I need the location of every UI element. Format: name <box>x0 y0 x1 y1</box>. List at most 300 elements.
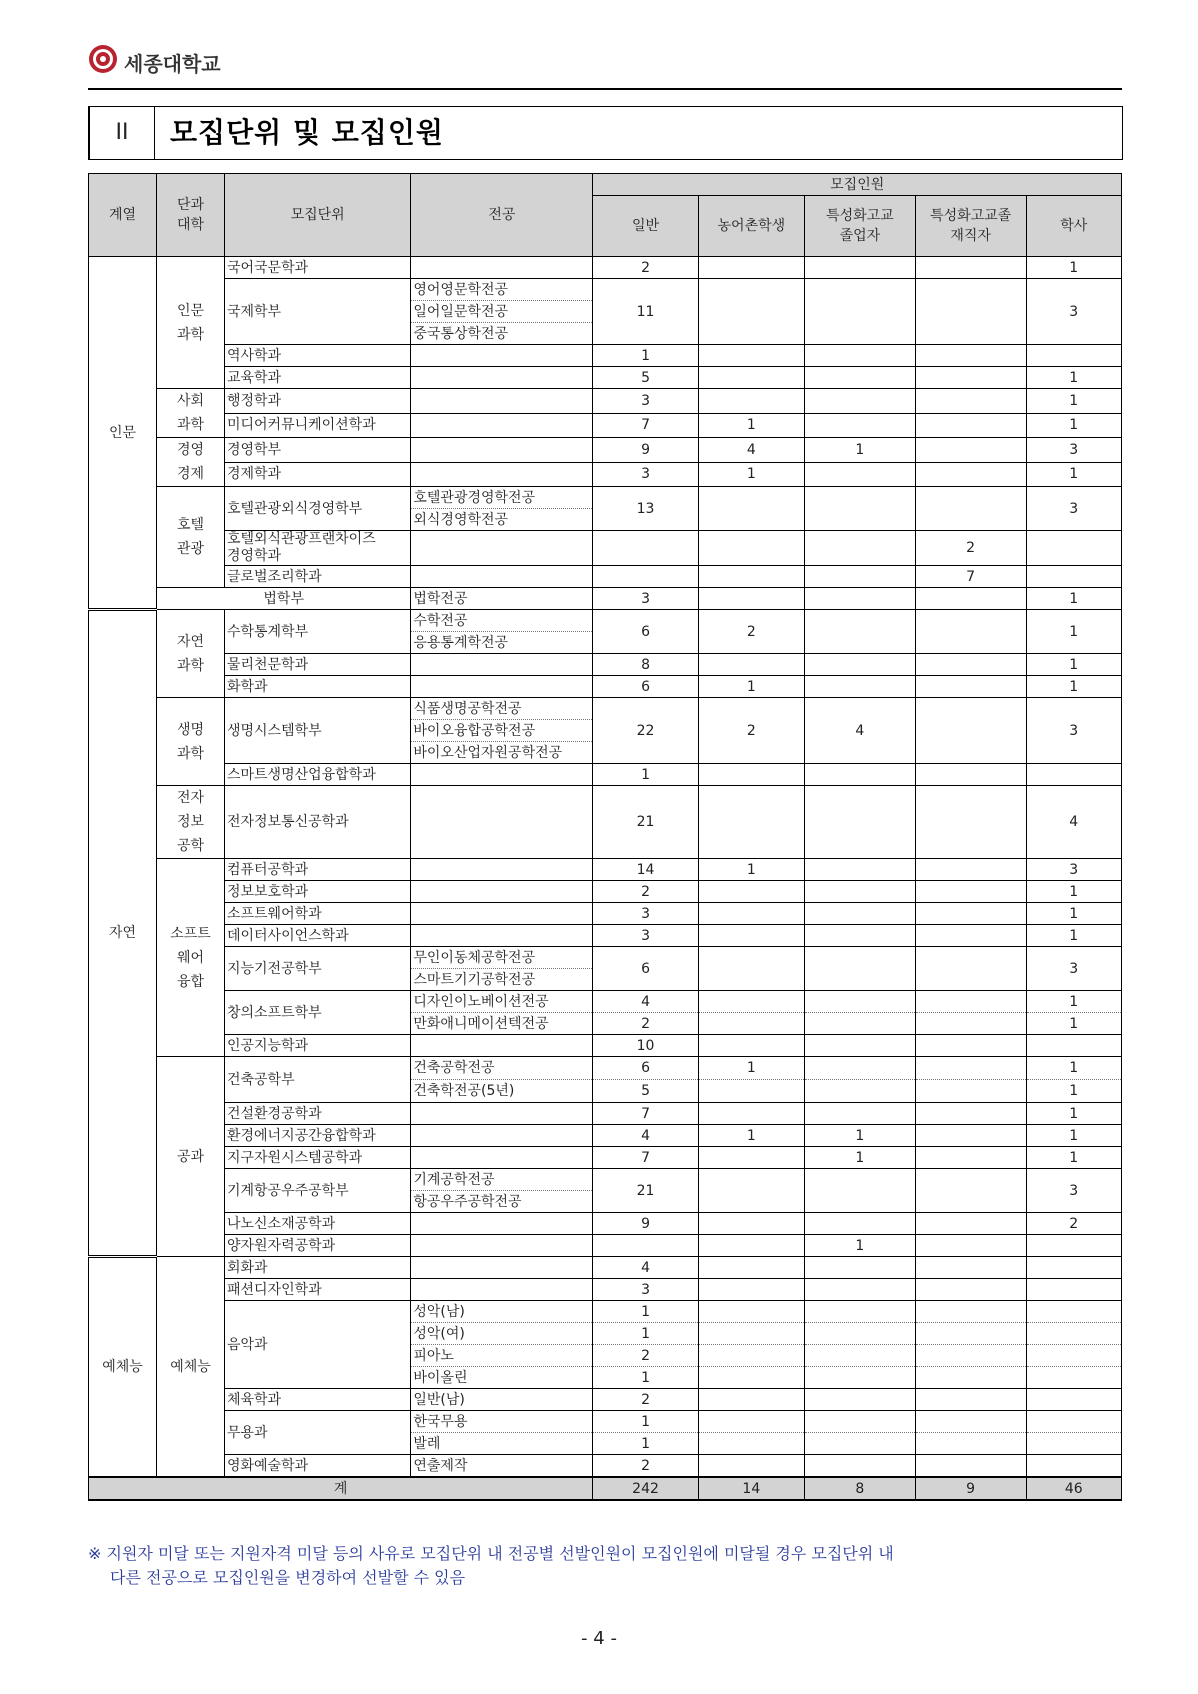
quota-cell-g: 5 <box>593 1080 698 1103</box>
quota-cell-r <box>698 1213 804 1235</box>
table-row <box>89 566 1122 588</box>
col-general: 일반 <box>593 196 698 257</box>
unit-cell: 법학부 <box>156 588 410 610</box>
footnote <box>88 1542 1118 1590</box>
unit-cell: 행정학과 <box>224 389 410 414</box>
quota-cell-w <box>915 367 1026 389</box>
table-body <box>89 257 1122 1501</box>
table-row <box>89 257 1122 279</box>
quota-cell-g: 11 <box>593 279 698 345</box>
quota-cell-b <box>1026 1279 1121 1301</box>
quota-cell-s <box>805 462 916 487</box>
major-cell: 무인이동체공학전공 <box>411 947 593 969</box>
quota-cell-b: 2 <box>1026 1213 1121 1235</box>
major-cell: 피아노 <box>411 1345 593 1367</box>
major-cell: 영어영문학전공 <box>411 279 593 301</box>
major-cell <box>411 462 593 487</box>
quota-cell-b <box>1026 1235 1121 1257</box>
major-cell: 바이올린 <box>411 1367 593 1389</box>
quota-cell-r <box>698 947 804 991</box>
quota-cell-w <box>915 345 1026 367</box>
note-line-1: 지원자 미달 또는 지원자격 미달 등의 사유로 모집단위 내 전공별 선발인원이 모집인원에 미달될 경우 모집단위 내 <box>106 1544 894 1563</box>
quota-cell-g: 7 <box>593 413 698 438</box>
quota-cell-g: 6 <box>593 610 698 654</box>
quota-cell-g: 3 <box>593 925 698 947</box>
quota-cell-w <box>915 1279 1026 1301</box>
table-row <box>89 925 1122 947</box>
total-cell-g: 242 <box>593 1477 698 1500</box>
quota-cell-r <box>698 903 804 925</box>
group-cell: 예체능 <box>89 1257 157 1478</box>
quota-cell-s <box>805 1345 916 1367</box>
major-cell <box>411 676 593 698</box>
table-row <box>89 1035 1122 1057</box>
unit-cell: 데이터사이언스학과 <box>224 925 410 947</box>
unit-cell: 지구자원시스템공학과 <box>224 1147 410 1169</box>
quota-cell-b: 1 <box>1026 257 1121 279</box>
quota-cell-b: 1 <box>1026 1057 1121 1080</box>
quota-cell-b: 1 <box>1026 676 1121 698</box>
unit-cell: 교육학과 <box>224 367 410 389</box>
major-cell: 성악(여) <box>411 1323 593 1345</box>
total-cell-w: 9 <box>915 1477 1026 1500</box>
quota-cell-r <box>698 588 804 610</box>
quota-cell-r <box>698 279 804 345</box>
quota-cell-w <box>915 698 1026 764</box>
quota-cell-s <box>805 1389 916 1411</box>
college-cell: 사회 과학 <box>156 389 224 438</box>
quota-cell-s <box>805 881 916 903</box>
quota-cell-r <box>698 1103 804 1125</box>
quota-cell-r <box>698 786 804 859</box>
quota-cell-s <box>805 654 916 676</box>
quota-cell-s <box>805 367 916 389</box>
major-cell <box>411 1125 593 1147</box>
major-cell <box>411 859 593 881</box>
quota-cell-r <box>698 345 804 367</box>
quota-cell-w <box>915 676 1026 698</box>
quota-cell-s <box>805 1411 916 1433</box>
unit-cell: 전자정보통신공학과 <box>224 786 410 859</box>
quota-cell-w <box>915 947 1026 991</box>
quota-cell-b <box>1026 1411 1121 1433</box>
quota-cell-w <box>915 1147 1026 1169</box>
quota-cell-r <box>698 531 804 566</box>
major-cell: 한국무용 <box>411 1411 593 1433</box>
major-cell <box>411 438 593 463</box>
table-row <box>89 1169 1122 1191</box>
quota-cell-w <box>915 1080 1026 1103</box>
quota-cell-s <box>805 676 916 698</box>
quota-cell-s <box>805 1433 916 1455</box>
quota-cell-r <box>698 654 804 676</box>
quota-cell-w <box>915 1057 1026 1080</box>
quota-cell-r <box>698 487 804 531</box>
major-cell: 수학전공 <box>411 610 593 632</box>
college-cell: 인문 과학 <box>156 257 224 389</box>
quota-cell-w: 7 <box>915 566 1026 588</box>
quota-cell-g: 3 <box>593 389 698 414</box>
unit-cell: 회화과 <box>224 1257 410 1279</box>
quota-cell-b: 3 <box>1026 947 1121 991</box>
quota-cell-s <box>805 1257 916 1279</box>
major-cell: 외식경영학전공 <box>411 509 593 531</box>
col-quota: 모집인원 <box>593 174 1122 196</box>
quota-cell-g: 1 <box>593 1323 698 1345</box>
college-cell: 예체능 <box>156 1257 224 1478</box>
quota-cell-w <box>915 1433 1026 1455</box>
quota-cell-r <box>698 1279 804 1301</box>
quota-cell-b: 1 <box>1026 991 1121 1013</box>
quota-cell-g: 1 <box>593 345 698 367</box>
quota-cell-g: 3 <box>593 1279 698 1301</box>
quota-cell-b: 3 <box>1026 487 1121 531</box>
quota-cell-r <box>698 1389 804 1411</box>
quota-cell-w <box>915 610 1026 654</box>
quota-cell-r <box>698 991 804 1013</box>
major-cell <box>411 1035 593 1057</box>
quota-cell-s <box>805 1279 916 1301</box>
table-row <box>89 1147 1122 1169</box>
university-seal-icon <box>88 44 118 74</box>
total-label: 계 <box>89 1477 593 1500</box>
quota-cell-s: 1 <box>805 1235 916 1257</box>
quota-cell-r: 1 <box>698 859 804 881</box>
table-row <box>89 764 1122 786</box>
quota-cell-g: 6 <box>593 1057 698 1080</box>
page-number: - 4 - <box>581 1628 617 1649</box>
unit-cell: 호텔외식관광프랜차이즈 경영학과 <box>224 531 410 566</box>
unit-cell: 미디어커뮤니케이션학과 <box>224 413 410 438</box>
quota-cell-g: 3 <box>593 903 698 925</box>
quota-cell-r <box>698 1345 804 1367</box>
quota-cell-b: 3 <box>1026 698 1121 764</box>
major-cell <box>411 1103 593 1125</box>
quota-cell-r <box>698 1323 804 1345</box>
table-row <box>89 487 1122 509</box>
quota-cell-r <box>698 1455 804 1478</box>
quota-cell-g: 1 <box>593 1411 698 1433</box>
col-rural: 농어촌학생 <box>698 196 804 257</box>
quota-cell-b: 1 <box>1026 367 1121 389</box>
quota-cell-w <box>915 654 1026 676</box>
table-row <box>89 903 1122 925</box>
unit-cell: 소프트웨어학과 <box>224 903 410 925</box>
quota-cell-g: 9 <box>593 1213 698 1235</box>
quota-cell-g: 2 <box>593 1455 698 1478</box>
table-row <box>89 1389 1122 1411</box>
quota-cell-s <box>805 903 916 925</box>
major-cell: 항공우주공학전공 <box>411 1191 593 1213</box>
quota-cell-r <box>698 1169 804 1213</box>
quota-cell-b: 3 <box>1026 279 1121 345</box>
quota-cell-s <box>805 1035 916 1057</box>
college-cell: 전자 정보 공학 <box>156 786 224 859</box>
unit-cell: 스마트생명산업융합학과 <box>224 764 410 786</box>
quota-cell-g: 22 <box>593 698 698 764</box>
quota-cell-r <box>698 1433 804 1455</box>
college-cell: 생명 과학 <box>156 698 224 786</box>
unit-cell: 건설환경공학과 <box>224 1103 410 1125</box>
total-cell-s: 8 <box>805 1477 916 1500</box>
major-cell: 중국통상학전공 <box>411 323 593 345</box>
quota-cell-w <box>915 1389 1026 1411</box>
quota-cell-s <box>805 991 916 1013</box>
quota-cell-g: 7 <box>593 1147 698 1169</box>
unit-cell: 양자원자력공학과 <box>224 1235 410 1257</box>
major-cell <box>411 764 593 786</box>
quota-cell-w <box>915 903 1026 925</box>
quota-cell-w <box>915 1411 1026 1433</box>
unit-cell: 글로벌조리학과 <box>224 566 410 588</box>
quota-cell-b <box>1026 764 1121 786</box>
quota-cell-g <box>593 531 698 566</box>
unit-cell: 음악과 <box>224 1301 410 1389</box>
table-row <box>89 1257 1122 1279</box>
quota-cell-w <box>915 1103 1026 1125</box>
quota-cell-w <box>915 764 1026 786</box>
quota-cell-w <box>915 413 1026 438</box>
major-cell: 호텔관광경영학전공 <box>411 487 593 509</box>
table-row <box>89 279 1122 301</box>
total-cell-b: 46 <box>1026 1477 1121 1500</box>
quota-cell-b: 1 <box>1026 903 1121 925</box>
table-row <box>89 1213 1122 1235</box>
major-cell: 기계공학전공 <box>411 1169 593 1191</box>
table-row <box>89 413 1122 438</box>
quota-cell-r: 1 <box>698 1057 804 1080</box>
quota-cell-b: 1 <box>1026 1013 1121 1035</box>
group-cell: 인문 <box>89 257 157 610</box>
quota-cell-s <box>805 859 916 881</box>
quota-cell-s <box>805 1323 916 1345</box>
table-row <box>89 881 1122 903</box>
quota-cell-w <box>915 1169 1026 1213</box>
quota-cell-w <box>915 1013 1026 1035</box>
table-row <box>89 1235 1122 1257</box>
table-row <box>89 947 1122 969</box>
major-cell: 성악(남) <box>411 1301 593 1323</box>
quota-cell-r <box>698 881 804 903</box>
admission-quota-table <box>88 173 1122 1501</box>
major-cell <box>411 1147 593 1169</box>
college-cell: 소프트 웨어 융합 <box>156 859 224 1057</box>
quota-cell-w: 2 <box>915 531 1026 566</box>
major-cell <box>411 881 593 903</box>
quota-cell-r <box>698 1367 804 1389</box>
quota-cell-g <box>593 1235 698 1257</box>
section-number: II <box>90 107 155 159</box>
major-cell <box>411 654 593 676</box>
quota-cell-r: 1 <box>698 676 804 698</box>
major-cell <box>411 566 593 588</box>
unit-cell: 체육학과 <box>224 1389 410 1411</box>
major-cell: 연출제작 <box>411 1455 593 1478</box>
quota-cell-w <box>915 1345 1026 1367</box>
quota-cell-g: 6 <box>593 676 698 698</box>
quota-cell-b <box>1026 1367 1121 1389</box>
quota-cell-b <box>1026 1257 1121 1279</box>
table-row <box>89 462 1122 487</box>
quota-cell-r <box>698 1257 804 1279</box>
college-cell: 경영 경제 <box>156 438 224 487</box>
quota-cell-s <box>805 1367 916 1389</box>
quota-cell-w <box>915 1367 1026 1389</box>
unit-cell: 패션디자인학과 <box>224 1279 410 1301</box>
quota-cell-r <box>698 1235 804 1257</box>
unit-cell: 화학과 <box>224 676 410 698</box>
quota-cell-r: 2 <box>698 610 804 654</box>
unit-cell: 무용과 <box>224 1411 410 1455</box>
major-cell <box>411 531 593 566</box>
quota-cell-s <box>805 610 916 654</box>
major-cell <box>411 389 593 414</box>
quota-cell-s <box>805 1169 916 1213</box>
quota-cell-b <box>1026 1301 1121 1323</box>
quota-cell-w <box>915 786 1026 859</box>
unit-cell: 역사학과 <box>224 345 410 367</box>
major-cell: 응용통계학전공 <box>411 632 593 654</box>
major-cell <box>411 367 593 389</box>
quota-cell-s <box>805 588 916 610</box>
quota-cell-s <box>805 389 916 414</box>
quota-cell-g: 3 <box>593 462 698 487</box>
quota-cell-b <box>1026 531 1121 566</box>
section-title: 모집단위 및 모집인원 <box>170 116 444 149</box>
major-cell <box>411 1235 593 1257</box>
quota-cell-r <box>698 1035 804 1057</box>
quota-cell-b <box>1026 1035 1121 1057</box>
quota-cell-b <box>1026 1433 1121 1455</box>
quota-cell-g: 2 <box>593 1013 698 1035</box>
table-row <box>89 438 1122 463</box>
quota-cell-b: 1 <box>1026 389 1121 414</box>
quota-cell-g: 14 <box>593 859 698 881</box>
total-row <box>89 1477 1122 1500</box>
quota-cell-b: 1 <box>1026 462 1121 487</box>
table-row <box>89 1279 1122 1301</box>
quota-cell-s <box>805 531 916 566</box>
quota-cell-w <box>915 279 1026 345</box>
major-cell: 스마트기기공학전공 <box>411 969 593 991</box>
quota-cell-b <box>1026 566 1121 588</box>
page-header <box>88 44 1122 90</box>
table-row <box>89 698 1122 720</box>
quota-cell-g <box>593 566 698 588</box>
unit-cell: 생명시스템학부 <box>224 698 410 764</box>
table-row <box>89 859 1122 881</box>
unit-cell: 기계항공우주공학부 <box>224 1169 410 1213</box>
unit-cell: 나노신소재공학과 <box>224 1213 410 1235</box>
quota-cell-g: 1 <box>593 764 698 786</box>
quota-cell-g: 2 <box>593 881 698 903</box>
table-row <box>89 1455 1122 1478</box>
quota-cell-s: 4 <box>805 698 916 764</box>
major-cell <box>411 903 593 925</box>
table-row <box>89 786 1122 859</box>
major-cell: 일어일문학전공 <box>411 301 593 323</box>
major-cell <box>411 1257 593 1279</box>
quota-cell-b: 1 <box>1026 1147 1121 1169</box>
quota-cell-s <box>805 345 916 367</box>
unit-cell: 인공지능학과 <box>224 1035 410 1057</box>
col-bachelor: 학사 <box>1026 196 1121 257</box>
quota-cell-g: 9 <box>593 438 698 463</box>
col-group: 계열 <box>89 174 157 257</box>
quota-cell-w <box>915 1257 1026 1279</box>
major-cell: 발레 <box>411 1433 593 1455</box>
quota-cell-w <box>915 487 1026 531</box>
quota-cell-b: 1 <box>1026 413 1121 438</box>
quota-cell-g: 21 <box>593 786 698 859</box>
quota-cell-b: 1 <box>1026 1103 1121 1125</box>
section-heading <box>88 106 1123 160</box>
note-line-2: 다른 전공으로 모집인원을 변경하여 선발할 수 있음 <box>110 1568 466 1587</box>
quota-cell-s: 1 <box>805 438 916 463</box>
unit-cell: 국제학부 <box>224 279 410 345</box>
col-special-grad: 특성화고교 졸업자 <box>805 196 916 257</box>
unit-cell: 경제학과 <box>224 462 410 487</box>
major-cell: 법학전공 <box>411 588 593 610</box>
unit-cell: 컴퓨터공학과 <box>224 859 410 881</box>
unit-cell: 정보보호학과 <box>224 881 410 903</box>
unit-cell: 건축공학부 <box>224 1057 410 1103</box>
quota-cell-r <box>698 1411 804 1433</box>
quota-cell-b: 1 <box>1026 1080 1121 1103</box>
quota-cell-s <box>805 566 916 588</box>
quota-cell-s <box>805 947 916 991</box>
quota-cell-s <box>805 1213 916 1235</box>
table-row <box>89 1057 1122 1080</box>
quota-cell-s: 1 <box>805 1147 916 1169</box>
quota-cell-r: 1 <box>698 462 804 487</box>
major-cell: 건축공학전공 <box>411 1057 593 1080</box>
major-cell: 일반(남) <box>411 1389 593 1411</box>
col-major: 전공 <box>411 174 593 257</box>
quota-cell-g: 4 <box>593 1257 698 1279</box>
quota-cell-r: 2 <box>698 698 804 764</box>
table-row <box>89 389 1122 414</box>
major-cell <box>411 345 593 367</box>
quota-cell-w <box>915 1235 1026 1257</box>
major-cell <box>411 1213 593 1235</box>
quota-cell-r <box>698 1080 804 1103</box>
quota-cell-s <box>805 925 916 947</box>
quota-cell-w <box>915 1455 1026 1478</box>
col-unit: 모집단위 <box>224 174 410 257</box>
quota-cell-s <box>805 1301 916 1323</box>
major-cell <box>411 1279 593 1301</box>
quota-cell-b: 3 <box>1026 438 1121 463</box>
table-row <box>89 1103 1122 1125</box>
quota-cell-w <box>915 925 1026 947</box>
unit-cell: 물리천문학과 <box>224 654 410 676</box>
total-cell-r: 14 <box>698 1477 804 1500</box>
quota-cell-r <box>698 257 804 279</box>
unit-cell: 지능기전공학부 <box>224 947 410 991</box>
quota-cell-g: 1 <box>593 1301 698 1323</box>
quota-cell-w <box>915 1125 1026 1147</box>
quota-cell-s <box>805 1013 916 1035</box>
group-cell: 자연 <box>89 610 157 1257</box>
col-special-worker: 특성화고교졸 재직자 <box>915 196 1026 257</box>
quota-cell-r <box>698 566 804 588</box>
quota-cell-b: 3 <box>1026 859 1121 881</box>
quota-cell-r <box>698 1013 804 1035</box>
quota-cell-g: 13 <box>593 487 698 531</box>
quota-cell-g: 7 <box>593 1103 698 1125</box>
quota-cell-w <box>915 438 1026 463</box>
